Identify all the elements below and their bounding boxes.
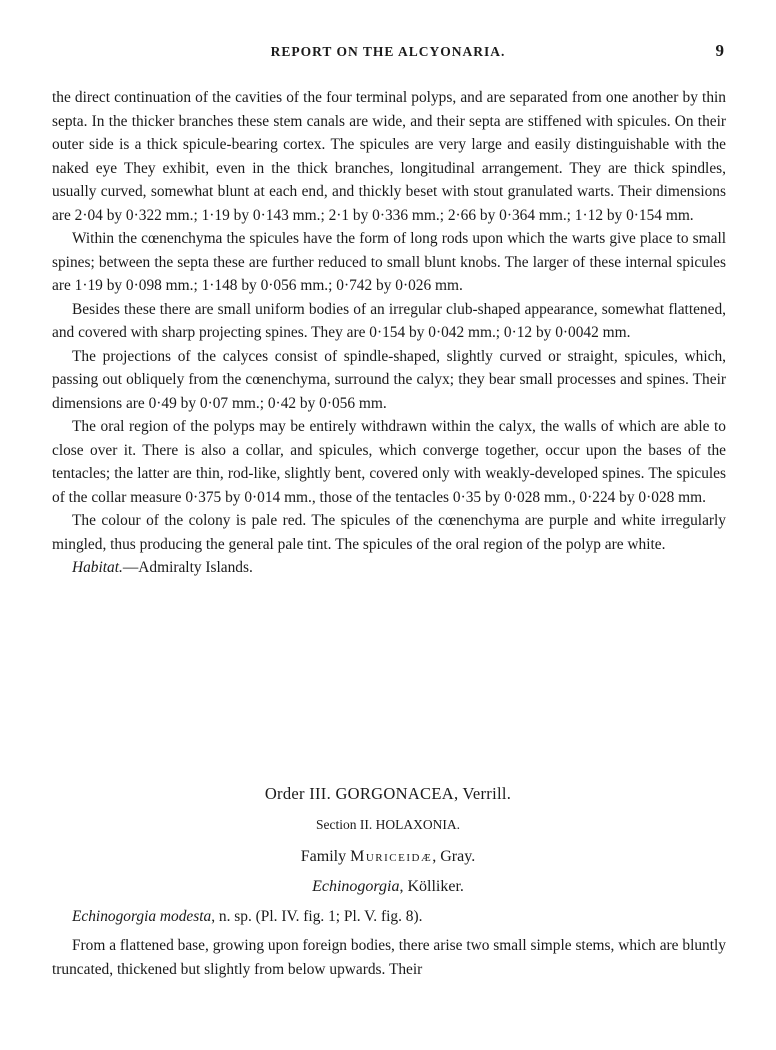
species-name: Echinogorgia modesta	[72, 908, 212, 925]
family-heading	[0, 848, 776, 866]
order-heading: Order III. GORGONACEA, Verrill.	[264, 784, 512, 803]
species-line	[72, 908, 732, 926]
habitat-text: —Admiralty Islands.	[122, 559, 253, 576]
genus-name: Echinogorgia	[312, 878, 400, 895]
paragraph-club-shaped-bodies: Besides these there are small uniform bodies of an irregular club-shaped appearance, somewhat flattened, and covered with sharp projecting spines. They are 0·154 by 0·042 mm.; 0·12 by 0·0042 mm.	[52, 300, 726, 341]
habitat-label: Habitat.	[72, 559, 123, 576]
family-suffix: , Gray.	[432, 848, 476, 865]
running-title: REPORT ON THE ALCYONARIA.	[270, 44, 506, 59]
running-head	[0, 41, 776, 66]
habitat-line	[52, 556, 726, 580]
section-heading: Section II. HOLAXONIA.	[316, 817, 460, 832]
paragraph-description: From a flattened base, growing upon foreign bodies, there arise two small simple stems, which are bluntly truncated, thickened but slightly from below upwards. Their	[52, 937, 726, 978]
paragraph-coenenchyma-spicules: Within the cœnenchyma the spicules have the form of long rods upon which the warts give place to small spines; between the septa these are further reduced to small blunt knobs. The larger of these internal spicules are 1·19 by 0·098 mm.; 1·148 by 0·056 mm.; 0·742 by 0·026 mm.	[52, 230, 726, 294]
family-prefix: Family	[300, 848, 351, 865]
family-name: Muriceidæ	[350, 848, 433, 865]
paragraph-calyces: The projections of the calyces consist of spindle-shaped, slightly curved or straight, spicules, which, passing out obliquely from the cœnenchyma, surround the calyx; they bear small processes and spines. Their dimensions are 0·49 by 0·07 mm.; 0·42 by 0·056 mm.	[52, 347, 726, 412]
genus-author: , Kölliker.	[399, 878, 464, 895]
paragraph-stem-canals: the direct continuation of the cavities of the four terminal polyps, and are separated from one another by thin septa. In the thicker branches these stem canals are wide, and their septa are stiffened with spicules. On their outer side is a thick spicule-bearing cortex. The spicules are very large and easily distinguishable with the naked eye They exhibit, even in the thick branches, longitudinal arrangement. They are thick spindles, usually curved, somewhat blunt at each end, and thickly beset with stout granulated warts. Their dimensions are 2·04 by 0·322 mm.; 1·19 by 0·143 mm.; 2·1 by 0·336 mm.; 2·66 by 0·364 mm.; 1·12 by 0·154 mm.	[52, 89, 726, 224]
genus-heading	[0, 878, 776, 896]
species-rest: , n. sp. (Pl. IV. fig. 1; Pl. V. fig. 8).	[211, 908, 423, 925]
page-number: 9	[715, 41, 724, 60]
body-text	[52, 86, 726, 580]
description-section	[52, 934, 726, 981]
paragraph-oral-region: The oral region of the polyps may be entirely withdrawn within the calyx, the walls of which are able to close over it. There is also a collar, and spicules, which converge together, occur upon the bases of the tentacles; the latter are thin, rod-like, slightly bent, covered only with weakly-developed spines. The spicules of the collar measure 0·375 by 0·014 mm., those of the tentacles 0·35 by 0·028 mm., 0·224 by 0·028 mm.	[52, 418, 726, 506]
paragraph-colour: The colour of the colony is pale red. The spicules of the cœnenchyma are purple and white irregularly mingled, thus producing the general pale tint. The spicules of the oral region of the polyp are white.	[52, 512, 726, 553]
